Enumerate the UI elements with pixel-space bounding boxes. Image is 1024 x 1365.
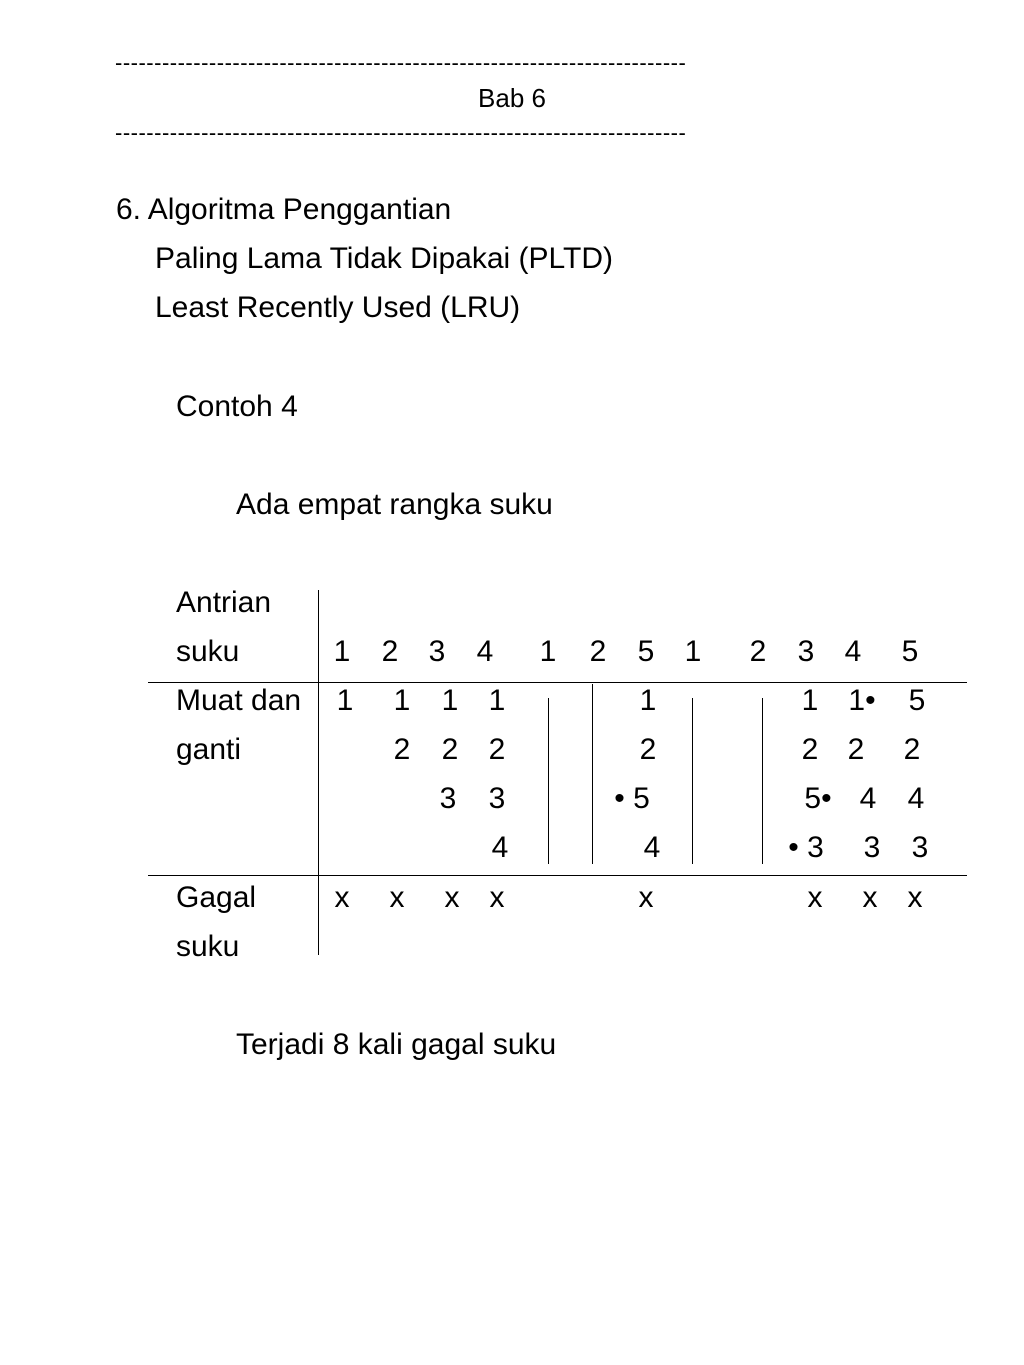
queue-cell: 1: [684, 635, 702, 668]
frame-cell: 2: [441, 733, 459, 766]
section-subtitle-en: Least Recently Used (LRU): [155, 291, 521, 324]
queue-cell: 2: [749, 635, 767, 668]
frame-cell: 3: [863, 831, 881, 864]
example-title: Contoh 4: [176, 390, 298, 423]
frame-cell: 5: [908, 684, 926, 717]
frame-cell: 2: [847, 733, 865, 766]
frame-cell: 1: [488, 684, 506, 717]
column-separator: [592, 684, 593, 864]
frame-cell: 2: [903, 733, 921, 766]
frame-cell: • 5: [614, 782, 650, 815]
queue-cell: 3: [428, 635, 446, 668]
frame-cell: 4: [859, 782, 877, 815]
queue-cell: 2: [589, 635, 607, 668]
fault-marker: x: [334, 881, 350, 914]
table-label-divider: [318, 590, 319, 955]
header-dash-top: -------------------------------------------------------------------------: [115, 50, 687, 75]
frame-cell: 1: [336, 684, 354, 717]
frame-cell: 2: [393, 733, 411, 766]
example-summary: Terjadi 8 kali gagal suku: [236, 1028, 557, 1061]
queue-cell: 4: [844, 635, 862, 668]
frame-cell: 1•: [848, 684, 876, 717]
frame-cell: 4: [907, 782, 925, 815]
frame-cell: 1: [639, 684, 657, 717]
frame-cell: 5•: [804, 782, 832, 815]
section-subtitle-id: Paling Lama Tidak Dipakai (PLTD): [155, 242, 613, 275]
frame-cell: 1: [441, 684, 459, 717]
frame-cell: 2: [639, 733, 657, 766]
frame-cell: 1: [393, 684, 411, 717]
frame-cell: 3: [439, 782, 457, 815]
fault-marker: x: [638, 881, 654, 914]
frame-cell: • 3: [788, 831, 824, 864]
queue-cell: 2: [381, 635, 399, 668]
queue-cell: 1: [539, 635, 557, 668]
fault-marker: x: [389, 881, 405, 914]
section-title: 6. Algoritma Penggantian: [116, 193, 452, 226]
queue-cell: 4: [476, 635, 494, 668]
column-separator: [762, 698, 763, 864]
table-divider-bottom: [148, 875, 967, 876]
frame-cell: 3: [488, 782, 506, 815]
fault-marker: x: [444, 881, 460, 914]
row-label-fault-1: Gagal: [176, 881, 257, 914]
frame-cell: 2: [801, 733, 819, 766]
row-label-load-1: Muat dan: [176, 684, 302, 717]
row-label-queue-1: Antrian: [176, 586, 272, 619]
row-label-load-2: ganti: [176, 733, 242, 766]
column-separator: [692, 698, 693, 864]
frame-cell: 2: [488, 733, 506, 766]
fault-marker: x: [807, 881, 823, 914]
queue-cell: 1: [333, 635, 351, 668]
queue-cell: 3: [797, 635, 815, 668]
frame-cell: 4: [491, 831, 509, 864]
example-intro: Ada empat rangka suku: [236, 488, 553, 521]
queue-cell: 5: [901, 635, 919, 668]
header-dash-bottom: -------------------------------------------------------------------------: [115, 120, 687, 145]
frame-cell: 4: [643, 831, 661, 864]
row-label-fault-2: suku: [176, 930, 240, 963]
frame-cell: 1: [801, 684, 819, 717]
row-label-queue-2: suku: [176, 635, 240, 668]
column-separator: [548, 698, 549, 864]
fault-marker: x: [489, 881, 505, 914]
queue-cell: 5: [637, 635, 655, 668]
fault-marker: x: [907, 881, 923, 914]
fault-marker: x: [862, 881, 878, 914]
frame-cell: 3: [911, 831, 929, 864]
chapter-label: Bab 6: [478, 83, 546, 113]
